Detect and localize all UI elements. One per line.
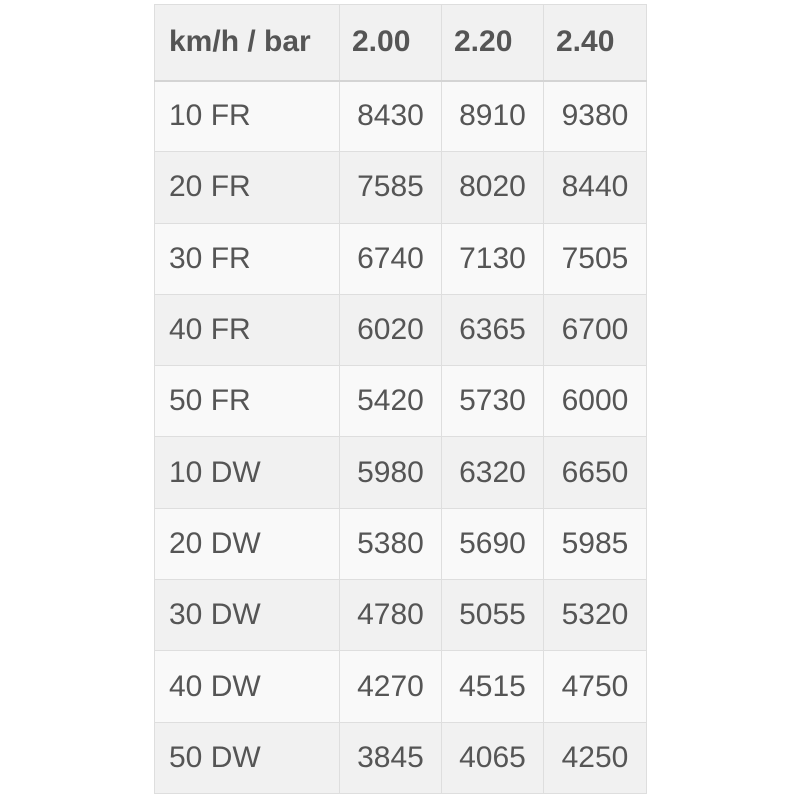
row-label: 10 FR [155, 81, 340, 152]
table-cell: 6020 [340, 294, 442, 365]
table-row [155, 722, 647, 793]
load-table [154, 4, 647, 794]
table-cell: 5380 [340, 508, 442, 579]
header-pressure-2-00: 2.00 [340, 5, 442, 81]
table-cell: 8430 [340, 81, 442, 152]
header-pressure-2-20: 2.20 [442, 5, 544, 81]
row-label: 20 FR [155, 152, 340, 223]
table-row [155, 294, 647, 365]
table-cell: 6740 [340, 223, 442, 294]
table-row [155, 81, 647, 152]
table-row [155, 508, 647, 579]
table-row [155, 223, 647, 294]
table-cell: 6365 [442, 294, 544, 365]
table-cell: 7505 [544, 223, 647, 294]
table-cell: 3845 [340, 722, 442, 793]
table-cell: 5420 [340, 366, 442, 437]
table-cell: 4750 [544, 651, 647, 722]
table-cell: 7130 [442, 223, 544, 294]
table-body [155, 81, 647, 794]
row-label: 10 DW [155, 437, 340, 508]
table-row [155, 437, 647, 508]
row-label: 30 DW [155, 580, 340, 651]
table-row [155, 152, 647, 223]
header-row [155, 5, 647, 81]
table-row [155, 651, 647, 722]
table-cell: 8910 [442, 81, 544, 152]
table-cell: 4250 [544, 722, 647, 793]
table-cell: 5730 [442, 366, 544, 437]
table-cell: 6320 [442, 437, 544, 508]
table-cell: 6000 [544, 366, 647, 437]
table-row [155, 366, 647, 437]
row-label: 40 FR [155, 294, 340, 365]
table-cell: 5055 [442, 580, 544, 651]
row-label: 50 DW [155, 722, 340, 793]
table-cell: 4270 [340, 651, 442, 722]
table-cell: 7585 [340, 152, 442, 223]
row-label: 50 FR [155, 366, 340, 437]
load-table-container [154, 4, 646, 794]
table-cell: 4515 [442, 651, 544, 722]
table-cell: 5320 [544, 580, 647, 651]
table-cell: 6650 [544, 437, 647, 508]
table-cell: 8020 [442, 152, 544, 223]
table-cell: 4065 [442, 722, 544, 793]
row-label: 40 DW [155, 651, 340, 722]
table-row [155, 580, 647, 651]
table-cell: 4780 [340, 580, 442, 651]
table-cell: 5690 [442, 508, 544, 579]
table-cell: 6700 [544, 294, 647, 365]
table-header [155, 5, 647, 81]
table-cell: 5985 [544, 508, 647, 579]
header-pressure-2-40: 2.40 [544, 5, 647, 81]
table-cell: 8440 [544, 152, 647, 223]
row-label: 20 DW [155, 508, 340, 579]
row-label: 30 FR [155, 223, 340, 294]
table-cell: 9380 [544, 81, 647, 152]
table-cell: 5980 [340, 437, 442, 508]
header-speed-pressure: km/h / bar [155, 5, 340, 81]
